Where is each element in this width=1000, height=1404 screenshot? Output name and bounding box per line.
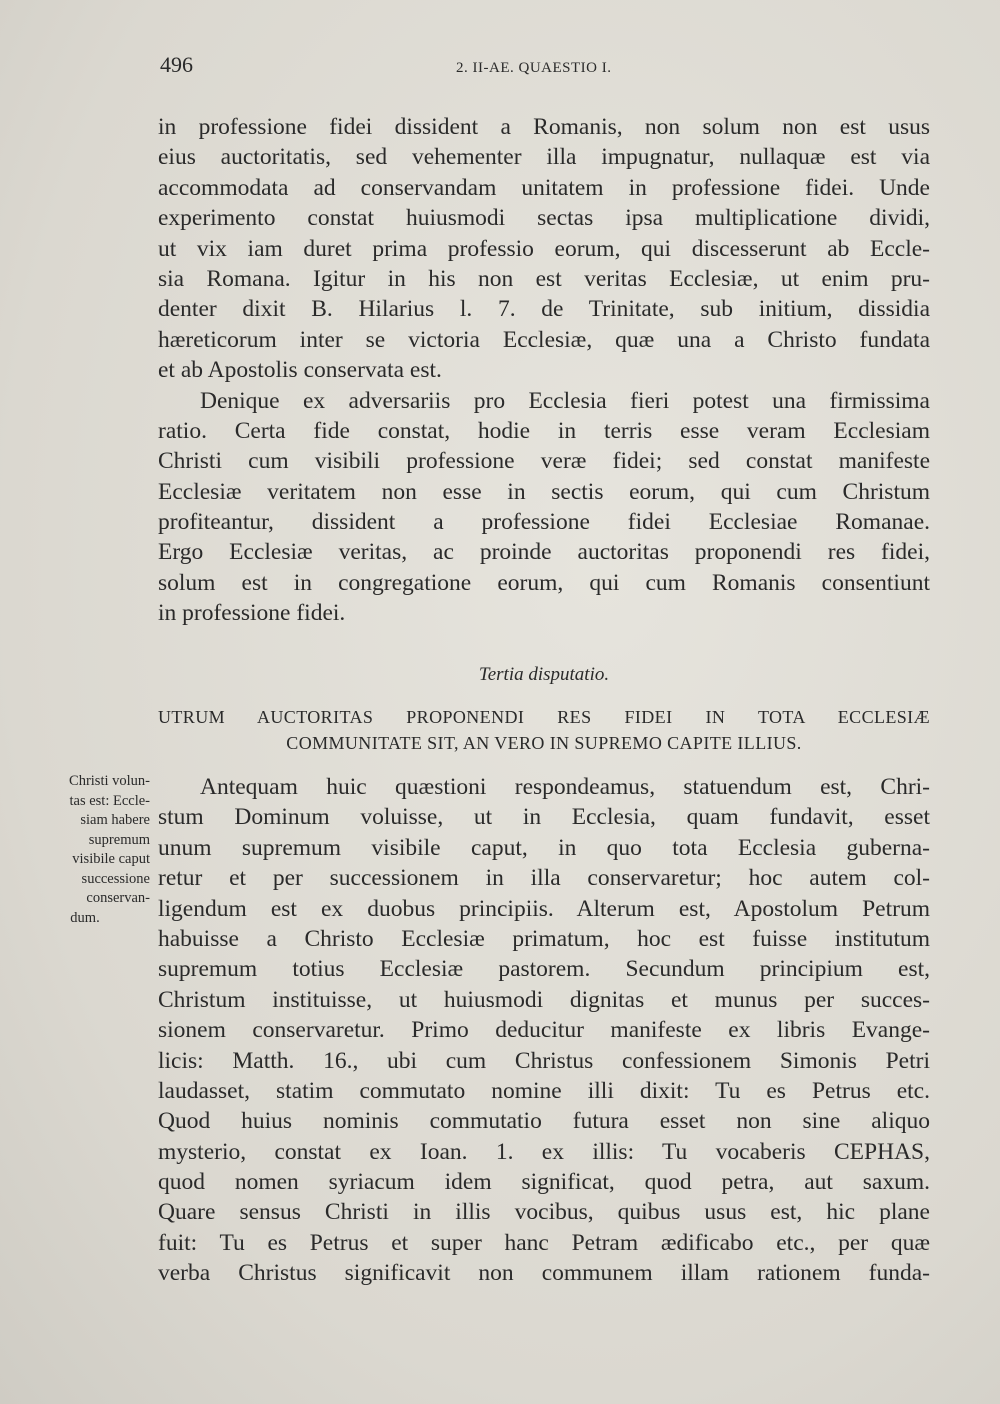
text-line: Ergo Ecclesiæ veritas, ac proinde auctoritas proponendi res fidei, <box>158 539 930 566</box>
text-line: Quare sensus Christi in illis vocibus, quibus usus est, hic plane <box>158 1199 930 1226</box>
text-line: habuisse a Christo Ecclesiæ primatum, hoc est fuisse institutum <box>158 925 930 952</box>
text-line: retur et per successionem in illa conservaretur; hoc autem col- <box>158 865 930 892</box>
text-line: Christum instituisse, ut huiusmodi dignitas et munus per succes- <box>158 986 930 1013</box>
question-title <box>158 704 930 756</box>
text-line: mysterio, constat ex Ioan. 1. ex illis: Tu vocaberis CEPHAS, <box>158 1138 930 1165</box>
text-line: stum Dominum voluisse, ut in Ecclesia, quam fundavit, esset <box>158 804 930 831</box>
page-header <box>160 52 930 82</box>
text-line: Antequam huic quæstioni respondeamus, statuendum est, Chri- <box>200 774 930 800</box>
margin-note-line: tas est: Eccle- <box>69 792 150 809</box>
text-line: fuit: Tu es Petrus et super hanc Petram ædificabo etc., per quæ <box>158 1229 930 1256</box>
main-text-top <box>158 112 930 629</box>
margin-note-line: conservan- <box>86 890 150 906</box>
text-line: quod nomen syriacum idem significat, quod petra, aut saxum. <box>158 1169 930 1196</box>
main-text-bottom <box>158 772 930 1289</box>
running-head: 2. II-AE. QUAESTIO I. <box>456 60 612 76</box>
text-line: solum est in congregatione eorum, qui cum Romanis consentiunt <box>158 569 930 596</box>
text-line: verba Christus significavit non communem illam rationem funda- <box>158 1260 930 1287</box>
paragraph-2 <box>158 386 930 629</box>
margin-note-line: successione <box>81 870 150 887</box>
margin-note-line: dum. <box>70 909 100 926</box>
question-title-line: UTRUM AUCTORITAS PROPONENDI RES FIDEI IN TOTA ECCLESIÆ <box>158 707 930 727</box>
text-line: ligendum est ex duobus principiis. Alterum est, Apostolum Petrum <box>158 895 930 922</box>
text-line: eius auctoritatis, sed vehementer illa impugnatur, nullaquæ est via <box>158 144 930 171</box>
text-line: profiteantur, dissident a professione fidei Ecclesiae Romanae. <box>158 509 930 536</box>
paragraph-1 <box>158 112 930 386</box>
text-line: laudasset, statim commutato nomine illi dixit: Tu es Petrus etc. <box>158 1077 930 1104</box>
text-line: hæreticorum inter se victoria Ecclesiæ, quæ una a Christo fundata <box>158 326 930 353</box>
page-number: 496 <box>160 52 193 77</box>
margin-note-line: siam habere <box>80 812 150 828</box>
text-line: ratio. Certa fide constat, hodie in terris esse veram Ecclesiam <box>158 417 930 444</box>
text-line: in professione fidei. <box>158 600 346 627</box>
text-line: unum supremum visibile caput, in quo tota Ecclesia guberna- <box>158 834 930 861</box>
text-line: experimento constat huiusmodi sectas ipsa multiplicatione dividi, <box>158 205 930 232</box>
text-line: Christi cum visibili professione veræ fidei; sed constat manifeste <box>158 448 930 475</box>
text-line: Ecclesiæ veritatem non esse in sectis eorum, qui cum Christum <box>158 478 930 505</box>
text-line: sia Romana. Igitur in his non est veritas Ecclesiæ, ut enim pru- <box>158 265 930 292</box>
text-line: Quod huius nominis commutatio futura esset non sine aliquo <box>158 1108 930 1135</box>
text-line: in professione fidei dissident a Romanis, non solum non est usus <box>158 114 930 140</box>
section-title: Tertia disputatio. <box>478 664 610 685</box>
margin-note <box>20 772 150 928</box>
text-line: ut vix iam duret prima professio eorum, qui discesserunt ab Eccle- <box>158 235 930 262</box>
text-line: denter dixit B. Hilarius l. 7. de Trinitate, sub initium, dissidia <box>158 296 930 323</box>
text-line: sionem conservaretur. Primo deducitur manifeste ex libris Evange- <box>158 1017 930 1044</box>
text-line: accommodata ad conservandam unitatem in professione fidei. Unde <box>158 174 930 201</box>
paragraph-3 <box>158 772 930 1289</box>
margin-note-line: supremum <box>88 831 150 848</box>
text-line: supremum totius Ecclesiæ pastorem. Secundum principium est, <box>158 956 930 983</box>
margin-note-line: Christi volun- <box>69 773 150 789</box>
question-title-line: COMMUNITATE SIT, AN VERO IN SUPREMO CAPITE ILLIUS. <box>286 733 802 753</box>
text-line: et ab Apostolis conservata est. <box>158 357 442 384</box>
margin-note-line: visibile caput <box>72 851 150 867</box>
text-line: Denique ex adversariis pro Ecclesia fieri potest una firmissima <box>200 387 930 414</box>
text-line: licis: Matth. 16., ubi cum Christus confessionem Simonis Petri <box>158 1047 930 1074</box>
